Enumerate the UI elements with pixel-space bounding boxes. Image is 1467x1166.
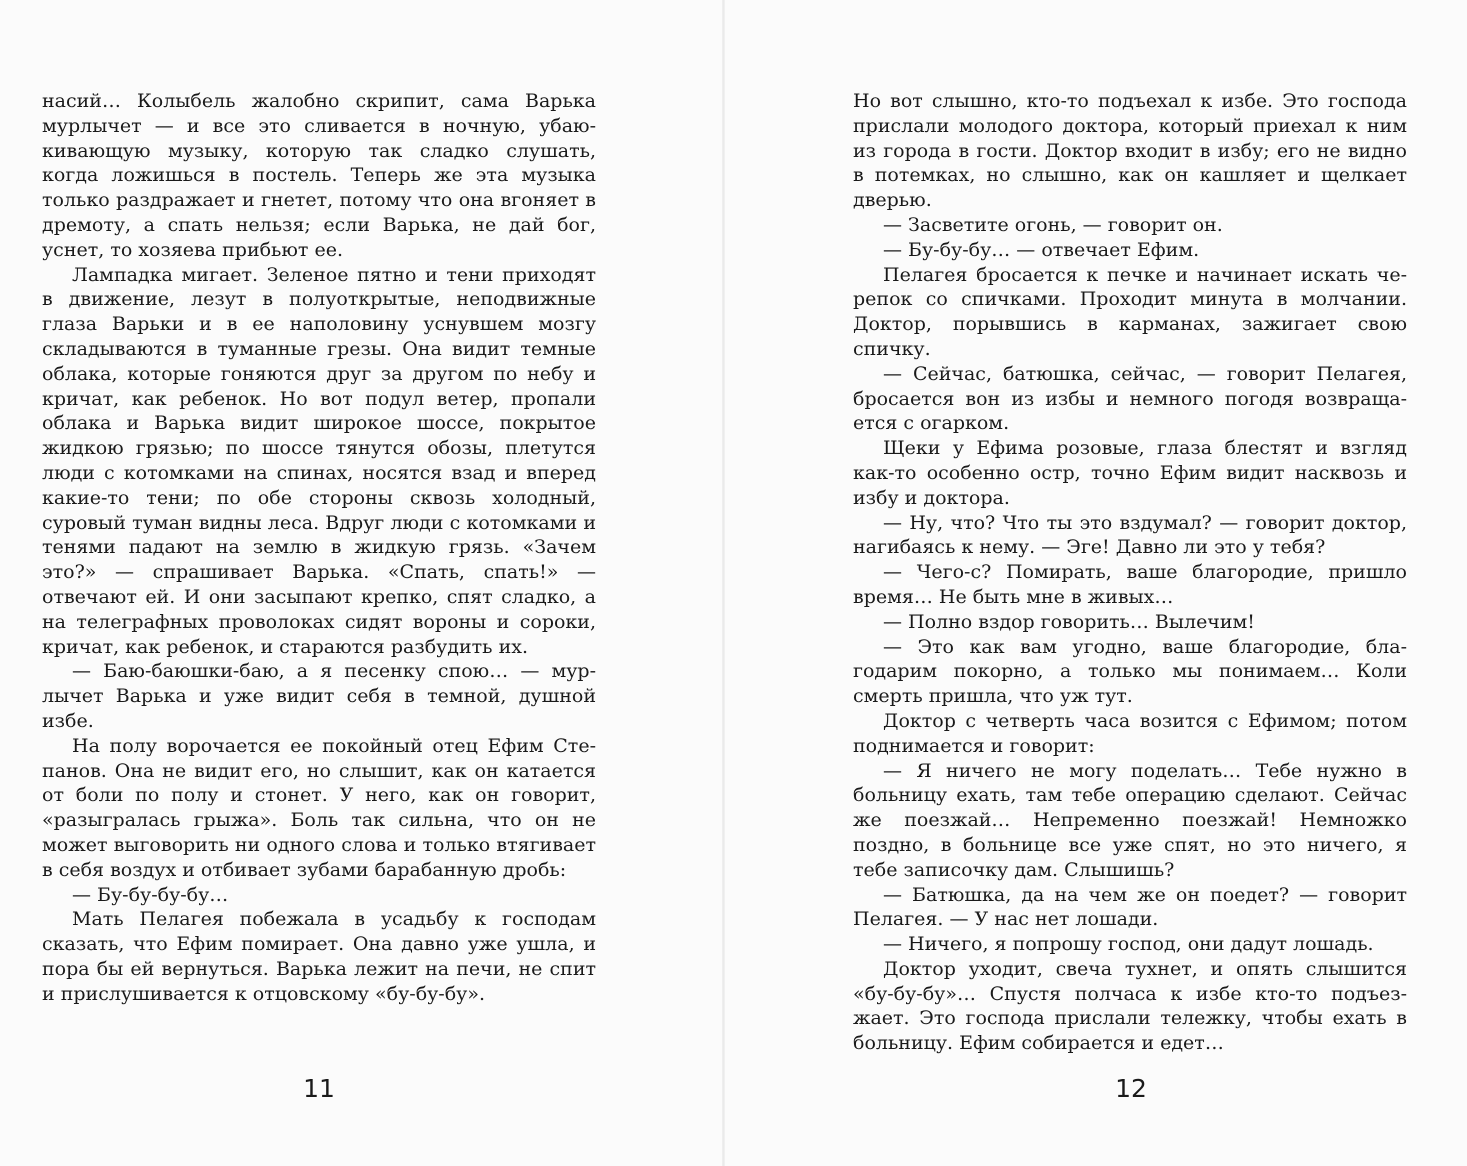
page-number: 12 (1115, 1074, 1147, 1103)
paragraph: Мать Пелагея побежала в усадьбу к господам сказать, что Ефим помирает. Она давно уже ушла, и пора бы ей вернуться. Варька лежит на печи, не спит и прислушивается к отцовскому «бу-бу-бу». (42, 908, 596, 1005)
paragraph: На полу ворочается ее покойный отец Ефим Степанов. Она не видит его, но слышит, как он катается от боли по полу и стонет. У него, как он говорит, «разыгралась грыжа». Боль так сильна, что он не может выговорить ни одного слова и только втягивает в себя воздух и отбивает зубами барабанную дробь: (42, 734, 596, 881)
paragraph: — Полно вздор говорить… Вылечим! (883, 610, 1255, 633)
paragraph: — Бу-бу-бу… — отвечает Ефим. (883, 238, 1200, 261)
left-page-text (42, 89, 596, 1006)
right-page (725, 0, 1467, 1166)
paragraph: — Ничего, я попрошу господ, они дадут лошадь. (883, 933, 1374, 956)
page-number: 11 (303, 1074, 335, 1103)
paragraph: — Батюшка, да на чем же он поедет? — говорит Пелагея. — У нас нет лошади. (853, 883, 1407, 931)
right-page-text (853, 89, 1407, 1056)
paragraph: — Баю-баюшки-баю, а я песенку спою… — мурлычет Варька и уже видит себя в темной, душной избе. (42, 660, 596, 732)
paragraph: — Я ничего не могу поделать… Тебе нужно в больницу ехать, там тебе операцию сделают. Сейчас же поезжай… Непременно поезжай! Немножко поздно, в больнице все уже спят, но это ничего, я тебе записочку дам. Слышишь? (853, 759, 1407, 881)
paragraph: — Бу-бу-бу-бу… (72, 883, 229, 906)
paragraph: — Чего-с? Помирать, ваше благородие, пришло время… Не быть мне в живых… (853, 561, 1407, 608)
paragraph: Доктор уходит, свеча тухнет, и опять слышится «бу-бу-бу»… Спустя полчаса к избе кто-то подъезжает. Это господа прислали тележку, чтобы ехать в больницу. Ефим собирается и едет… (853, 957, 1407, 1055)
paragraph: Щеки у Ефима розовые, глаза блестят и взгляд как-то особенно остр, точно Ефим видит насквозь и избу и доктора. (853, 437, 1407, 509)
paragraph: Лампадка мигает. Зеленое пятно и тени приходят в движение, лезут в полуоткрытые, неподвижные глаза Варьки и в ее наполовину уснувшем мозгу складываются в туманные грезы. Она видит темные облака, которые гоняются друг за другом по небу и кричат, как ребенок. Но вот подул ветер, пропали облака и Варька видит широкое шоссе, покрытое жидкою грязью; по шоссе тянутся обозы, плетутся люди с котомками на спинах, носятся взад и вперед какие-то тени; по обе стороны сквозь холодный, суровый туман видны леса. Вдруг люди с котомками и тенями падают на землю в жидкую грязь. «Зачем это?» — спрашивает Варька. «Спать, спать!» — отвечают ей. И они засыпают крепко, спят сладко, а на телеграфных проволоках сидят вороны и сороки, кричат, как ребенок, и стараются разбудить их. (42, 263, 596, 658)
paragraph: Пелагея бросается к печке и начинает искать черепок со спичками. Проходит минута в молчании. Доктор, порывшись в карманах, зажигает свою спичку. (853, 263, 1407, 360)
paragraph: — Сейчас, батюшка, сейчас, — говорит Пелагея, бросается вон из избы и немного погодя возвращается с огарком. (853, 362, 1407, 435)
paragraph: Но вот слышно, кто-то подъехал к избе. Это господа прислали молодого доктора, который приехал к ним из города в гости. Доктор входит в избу; его не видно в потемках, но слышно, как он кашляет и щелкает дверью. (853, 90, 1407, 212)
paragraph: — Засветите огонь, — говорит он. (883, 213, 1223, 236)
paragraph: — Ну, что? Что ты это вздумал? — говорит доктор, нагибаясь к нему. — Эге! Давно ли это у тебя? (853, 511, 1407, 559)
paragraph: Доктор с четверть часа возится с Ефимом; потом поднимается и говорит: (853, 709, 1407, 757)
left-page (0, 0, 722, 1166)
paragraph: — Это как вам угодно, ваше благородие, благодарим покорно, а только мы понимаем… Коли смерть пришла, что уж тут. (853, 635, 1407, 708)
paragraph: насий… Колыбель жалобно скрипит, сама Варька мурлычет — и все это сливается в ночную, убаюкивающую музыку, которую так сладко слушать, когда ложишься в постель. Теперь же эта музыка только раздражает и гнетет, потому что она вгоняет в дремоту, а спать нельзя; если Варька, не дай бог, уснет, то хозяева прибьют ее. (42, 90, 596, 261)
